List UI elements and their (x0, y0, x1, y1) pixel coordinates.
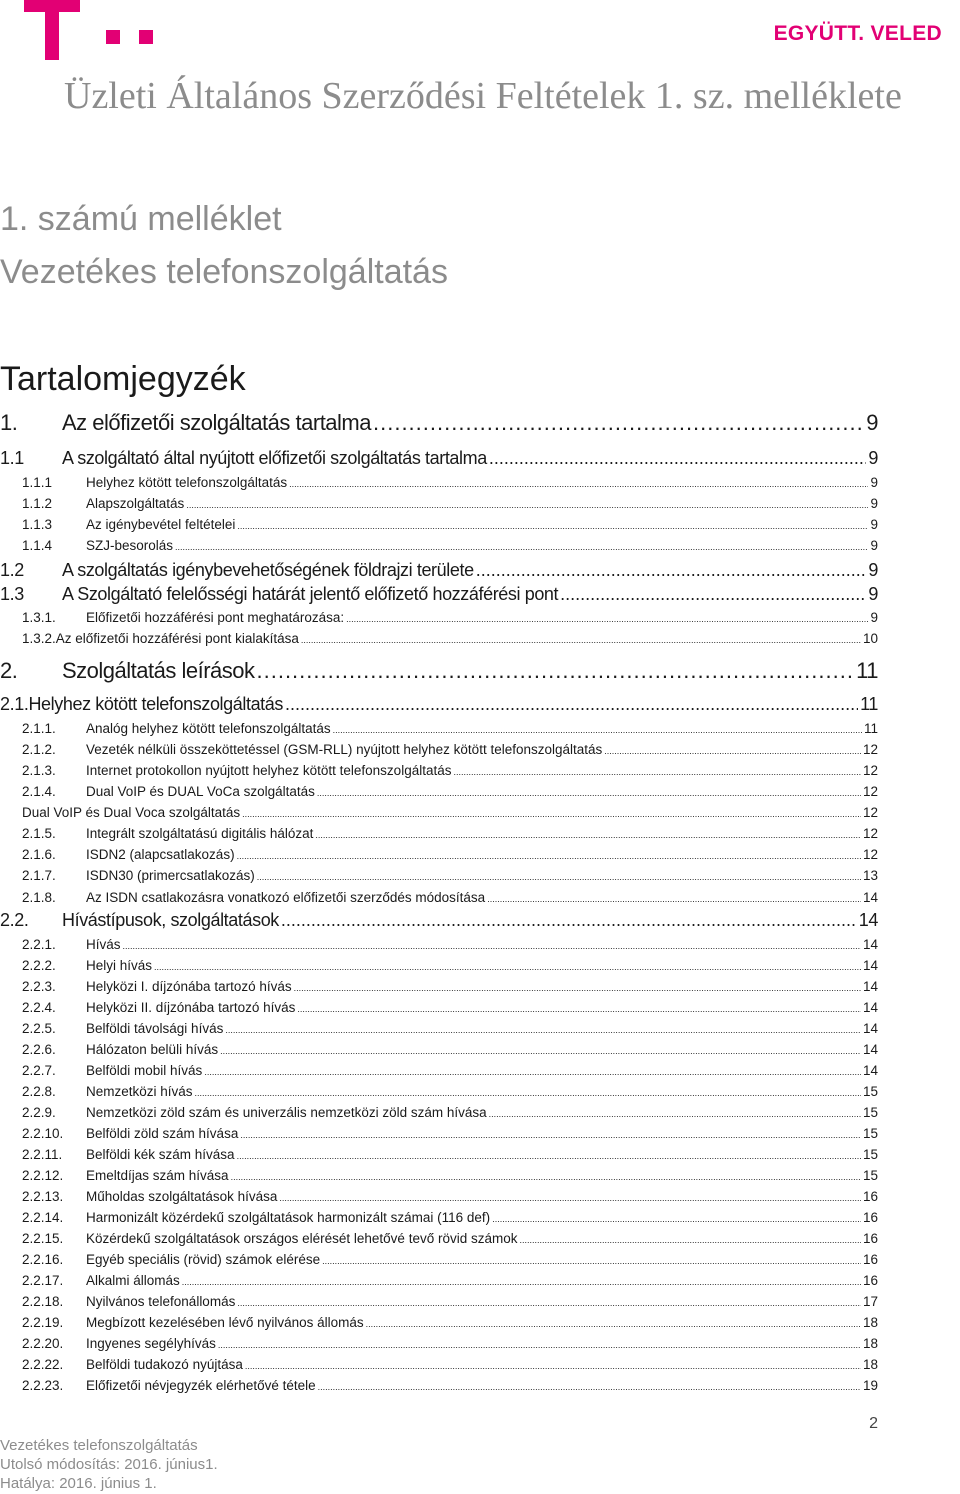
toc-entry-number: 1.2 (0, 560, 24, 580)
toc-entry-page: 9 (870, 517, 878, 532)
toc-entry-number: 1.3.2. (22, 631, 56, 646)
toc-entry-number: 2.1.4. (22, 784, 56, 799)
toc-entry-page: 9 (870, 610, 878, 625)
toc-entry-page: 14 (862, 958, 878, 973)
toc-entry-number: 2.2.20. (22, 1336, 64, 1351)
toc-entry-number: 2.1.8. (22, 890, 56, 905)
toc-entry[interactable] (0, 448, 878, 469)
toc-entry-title: A szolgáltató által nyújtott előfizetői szolgáltatás tartalma (62, 448, 487, 468)
toc-entry-title: Nemzetközi zöld szám és univerzális nemzetközi zöld szám hívása (86, 1105, 487, 1120)
toc-leader-dots (297, 1004, 861, 1014)
toc-entry-page: 14 (862, 979, 878, 994)
toc-entry[interactable] (22, 1147, 878, 1162)
toc-entry-page: 9 (868, 448, 878, 468)
toc-entry-title: Dual VoIP és DUAL VoCa szolgáltatás (86, 784, 315, 799)
toc-entry[interactable] (22, 1378, 878, 1393)
toc-entry-title: Internet protokollon nyújtott helyhez kötött telefonszolgáltatás (86, 763, 452, 778)
toc-leader-dots (237, 1298, 861, 1308)
toc-leader-dots (237, 1151, 861, 1161)
toc-entry-title: Megbízott kezelésében lévő nyilvános állomás (86, 1315, 364, 1330)
toc-entry[interactable] (22, 1273, 878, 1288)
toc-leader-dots (237, 851, 861, 861)
toc-entry[interactable] (22, 979, 878, 994)
toc-entry-page: 18 (862, 1336, 878, 1351)
toc-leader-dots (257, 872, 861, 882)
toc-entry[interactable] (22, 742, 878, 757)
toc-entry-number: 2.2.19. (22, 1315, 64, 1330)
toc-entry[interactable] (22, 1252, 878, 1267)
toc-entry[interactable] (22, 1210, 878, 1225)
toc-entry-number: 2. (0, 658, 18, 683)
toc-entry-page: 10 (862, 631, 878, 646)
toc-entry-number: 2.2.6. (22, 1042, 56, 1057)
toc-leader-dots (123, 941, 861, 951)
toc-entry-number: 2.1.7. (22, 868, 56, 883)
toc-entry-number: 2.2.2. (22, 958, 56, 973)
toc-entry[interactable] (22, 517, 878, 532)
toc-entry-page: 14 (862, 1000, 878, 1015)
toc-leader-dots (175, 542, 868, 552)
toc-entry-title: Helyközi I. díjzónába tartozó hívás (86, 979, 292, 994)
toc-entry-title: Belföldi távolsági hívás (86, 1021, 224, 1036)
toc-entry[interactable] (22, 1084, 878, 1099)
toc-entry-page: 16 (862, 1210, 878, 1225)
toc-entry-page: 14 (862, 937, 878, 952)
toc-entry-title: A szolgáltatás igénybevehetőségének földrajzi területe (62, 560, 474, 580)
toc-entry-number: 2.2.13. (22, 1189, 64, 1204)
toc-entry-page: 15 (862, 1168, 878, 1183)
toc-entry[interactable] (22, 1126, 878, 1141)
toc-entry-number: 2.1.1. (22, 721, 56, 736)
toc-entry-title: Alkalmi állomás (86, 1273, 180, 1288)
toc-entry-title: ISDN2 (alapcsatlakozás) (86, 847, 235, 862)
toc-leader-dots (604, 746, 861, 756)
toc-leader-dots (218, 1340, 861, 1350)
toc-entry-number: 1. (0, 410, 18, 435)
toc-leader-dots (186, 500, 868, 510)
toc-entry[interactable] (22, 805, 878, 820)
toc-entry-number: 1.3.1. (22, 610, 56, 625)
toc-entry-page: 15 (862, 1105, 878, 1120)
toc-leader-dots (220, 1046, 861, 1056)
toc-entry-page: 12 (862, 826, 878, 841)
toc-entry[interactable] (22, 868, 878, 883)
toc-entry-page: 9 (870, 496, 878, 511)
toc-entry[interactable] (22, 496, 878, 511)
toc-entry-page: 9 (868, 560, 878, 580)
toc-leader-dots (489, 1109, 861, 1119)
toc-entry-number: 1.1.3 (22, 517, 53, 532)
toc-entry-number: 2.1.5. (22, 826, 56, 841)
toc-entry[interactable] (22, 1189, 878, 1204)
toc-entry[interactable] (22, 937, 878, 952)
toc-leader-dots (294, 983, 861, 993)
toc-entry-title: Az ISDN csatlakozásra vonatkozó előfizetői szerződés módosítása (86, 890, 486, 905)
toc-entry[interactable] (0, 694, 878, 715)
toc-leader-dots (489, 448, 867, 469)
toc-entry[interactable] (22, 610, 878, 625)
toc-entry[interactable] (22, 1315, 878, 1330)
toc-leader-dots (315, 830, 861, 840)
toc-leader-dots (245, 1361, 861, 1371)
toc-entry-page: 11 (860, 694, 878, 714)
toc-entry-number: 2.2.15. (22, 1231, 64, 1246)
toc-entry-page: 17 (862, 1294, 878, 1309)
toc-entry-number: 2.2.14. (22, 1210, 64, 1225)
toc-entry[interactable] (22, 1357, 878, 1372)
toc-entry-number: 2.2.16. (22, 1252, 64, 1267)
page-footer (0, 1436, 218, 1493)
toc-entry[interactable] (0, 560, 878, 581)
toc-leader-dots (225, 1025, 861, 1035)
toc-entry[interactable] (0, 910, 878, 931)
toc-entry-number: 1.1.1 (22, 475, 53, 490)
toc-entry-number: 2.2.17. (22, 1273, 64, 1288)
toc-leader-dots (346, 614, 868, 624)
toc-entry[interactable] (22, 890, 878, 905)
toc-entry-page: 9 (870, 475, 878, 490)
toc-leader-dots (289, 479, 868, 489)
toc-leader-dots (366, 1319, 861, 1329)
toc-entry-page: 13 (862, 868, 878, 883)
annex-number: 1. számú melléklet (0, 200, 282, 238)
toc-entry-title: Ingyenes segélyhívás (86, 1336, 216, 1351)
logo-dot (139, 30, 153, 44)
toc-leader-dots (453, 767, 860, 777)
toc-leader-dots (487, 894, 861, 904)
toc-entry-title: Analóg helyhez kötött telefonszolgáltatás (86, 721, 331, 736)
toc-entry-title: Belföldi zöld szám hívása (86, 1126, 239, 1141)
toc-entry-page: 15 (862, 1084, 878, 1099)
toc-leader-dots (519, 1235, 860, 1245)
toc-entry-number: 2.2.18. (22, 1294, 64, 1309)
document-title: Üzleti Általános Szerződési Feltételek 1. sz. melléklete (64, 75, 902, 117)
toc-entry-number: 2.2.10. (22, 1126, 64, 1141)
toc-entry-page: 15 (862, 1147, 878, 1162)
toc-entry-page: 14 (862, 1021, 878, 1036)
toc-entry[interactable] (22, 721, 878, 736)
toc-entry[interactable] (0, 658, 878, 684)
toc-entry-title: Nemzetközi hívás (86, 1084, 193, 1099)
toc-entry-number: 2.1.2. (22, 742, 56, 757)
toc-entry-number: 1.1.2 (22, 496, 53, 511)
toc-entry-title: Az igénybevétel feltételei (86, 517, 236, 532)
toc-entry[interactable] (22, 1000, 878, 1015)
annex-name: Vezetékes telefonszolgáltatás (0, 253, 448, 291)
toc-entry-title: Helyhez kötött telefonszolgáltatás (86, 475, 288, 490)
toc-entry[interactable] (22, 1105, 878, 1120)
toc-entry-title: Vezeték nélküli összeköttetéssel (GSM-RLL) nyújtott helyhez kötött telefonszolgáltatás (86, 742, 603, 757)
toc-entry-page: 14 (862, 1063, 878, 1078)
toc-entry[interactable] (22, 847, 878, 862)
toc-entry[interactable] (22, 631, 878, 646)
toc-entry-title: Belföldi tudakozó nyújtása (86, 1357, 243, 1372)
toc-leader-dots (317, 788, 861, 798)
toc-entry-title: Műholdas szolgáltatások hívása (86, 1189, 278, 1204)
page-number: 2 (869, 1415, 878, 1432)
toc-leader-dots (318, 1382, 861, 1392)
toc-leader-dots (301, 635, 861, 645)
toc-entry-number: 1.3 (0, 584, 24, 604)
toc-entry-page: 18 (862, 1315, 878, 1330)
toc-entry[interactable] (22, 538, 878, 553)
toc-entry-title: Helyi hívás (86, 958, 153, 973)
toc-entry[interactable] (22, 1063, 878, 1078)
toc-entry[interactable] (22, 826, 878, 841)
toc-entry-page: 16 (862, 1273, 878, 1288)
toc-leader-dots (476, 560, 867, 581)
toc-entry-title: Dual VoIP és Dual Voca szolgáltatás (22, 805, 241, 820)
toc-leader-dots (281, 910, 857, 931)
toc-leader-dots (322, 1256, 861, 1266)
toc-entry-title: Az előfizetői szolgáltatás tartalma (62, 410, 371, 435)
toc-entry-title: Integrált szolgáltatású digitális hálózat (86, 826, 314, 841)
toc-entry-title: SZJ-besorolás (86, 538, 174, 553)
toc-entry-number: 2.1. (0, 694, 29, 714)
toc-entry[interactable] (22, 763, 878, 778)
toc-entry-number: 2.1.3. (22, 763, 56, 778)
toc-entry-number: 2.2.11. (22, 1147, 63, 1162)
toc-leader-dots (154, 962, 861, 972)
toc-entry-page: 16 (862, 1252, 878, 1267)
toc-leader-dots (231, 1172, 861, 1182)
toc-leader-dots (257, 658, 855, 684)
toc-entry-page: 16 (862, 1189, 878, 1204)
logo-t-stem (45, 0, 59, 60)
toc-leader-dots (195, 1088, 861, 1098)
toc-entry-number: 2.2.1. (22, 937, 56, 952)
footer-effective-date: Hatálya: 2016. június 1. (0, 1475, 157, 1492)
toc-entry-number: 2.2. (0, 910, 29, 930)
toc-leader-dots (333, 725, 862, 735)
toc-entry[interactable] (22, 958, 878, 973)
toc-entry-page: 15 (862, 1126, 878, 1141)
toc-entry[interactable] (0, 410, 878, 436)
logo-dot (106, 30, 120, 44)
toc-entry-title: Nyilvános telefonállomás (86, 1294, 236, 1309)
toc-entry-title: Emeltdíjas szám hívása (86, 1168, 229, 1183)
toc-entry-page: 12 (862, 847, 878, 862)
toc-entry-page: 14 (862, 1042, 878, 1057)
toc-entry[interactable] (0, 584, 878, 605)
toc-entry-page: 9 (866, 410, 878, 435)
toc-entry-title: Hálózaton belüli hívás (86, 1042, 219, 1057)
toc-entry-page: 14 (858, 910, 878, 930)
toc-entry-page: 9 (870, 538, 878, 553)
toc-entry-page: 12 (862, 742, 878, 757)
toc-entry-page: 12 (862, 805, 878, 820)
toc-entry-page: 12 (862, 784, 878, 799)
toc-entry-page: 18 (862, 1357, 878, 1372)
toc-entry[interactable] (22, 1294, 878, 1309)
toc-entry[interactable] (22, 1336, 878, 1351)
toc-leader-dots (182, 1277, 861, 1287)
toc-entry-page: 11 (856, 658, 878, 683)
toc-entry-page: 11 (863, 721, 878, 736)
toc-entry-number: 2.2.12. (22, 1168, 64, 1183)
toc-leader-dots (279, 1193, 861, 1203)
toc-entry-title: A Szolgáltató felelősségi határát jelentő előfizető hozzáférési pont (62, 584, 559, 604)
toc-leader-dots (373, 410, 864, 436)
toc-entry-title: Helyközi II. díjzónába tartozó hívás (86, 1000, 296, 1015)
toc-entry-title: Hívástípusok, szolgáltatások (62, 910, 279, 930)
toc-entry-page: 12 (862, 763, 878, 778)
toc-entry-title: Előfizetői névjegyzék elérhetővé tétele (86, 1378, 316, 1393)
toc-entry[interactable] (22, 784, 878, 799)
toc-entry-title: Hívás (86, 937, 121, 952)
toc-entry-number: 2.2.4. (22, 1000, 56, 1015)
toc-entry[interactable] (22, 475, 878, 490)
toc-entry-title: Közérdekű szolgáltatások országos elérését lehetővé tevő rövid számok (86, 1231, 518, 1246)
toc-entry-number: 2.2.3. (22, 979, 56, 994)
toc-entry-number: 1.1.4 (22, 538, 53, 553)
toc-entry-number: 2.2.9. (22, 1105, 56, 1120)
toc-entry[interactable] (22, 1042, 878, 1057)
toc-leader-dots (492, 1214, 861, 1224)
toc-entry-number: 2.2.8. (22, 1084, 56, 1099)
toc-entry-title: Előfizetői hozzáférési pont meghatározása: (86, 610, 345, 625)
toc-entry-title: Helyhez kötött telefonszolgáltatás (28, 694, 283, 714)
toc-entry-number: 2.2.23. (22, 1378, 64, 1393)
toc-entry-page: 16 (862, 1231, 878, 1246)
toc-leader-dots (242, 809, 861, 819)
toc-leader-dots (204, 1067, 861, 1077)
toc-leader-dots (237, 521, 868, 531)
toc-entry-title: Harmonizált közérdekű szolgáltatások harmonizált számai (116 def) (86, 1210, 491, 1225)
toc-leader-dots (240, 1130, 861, 1140)
telekom-logo (24, 0, 164, 64)
toc-entry[interactable] (22, 1231, 878, 1246)
footer-service-name: Vezetékes telefonszolgáltatás (0, 1437, 198, 1454)
toc-entry-page: 19 (862, 1378, 878, 1393)
toc-entry-page: 14 (862, 890, 878, 905)
toc-entry-title: Alapszolgáltatás (86, 496, 185, 511)
toc-leader-dots (285, 694, 858, 715)
toc-entry-title: Az előfizetői hozzáférési pont kialakítása (55, 631, 299, 646)
toc-heading: Tartalomjegyzék (0, 360, 246, 398)
footer-last-modified: Utolsó módosítás: 2016. június1. (0, 1456, 218, 1473)
toc-entry-title: Szolgáltatás leírások (62, 658, 255, 683)
toc-entry-number: 2.2.22. (22, 1357, 64, 1372)
toc-entry-title: Belföldi mobil hívás (86, 1063, 203, 1078)
brand-slogan: EGYÜTT. VELED (773, 22, 942, 45)
toc-entry-title: Egyéb speciális (rövid) számok elérése (86, 1252, 321, 1267)
toc-entry-number: 2.1.6. (22, 847, 56, 862)
toc-entry[interactable] (22, 1168, 878, 1183)
toc-entry-number: 2.2.7. (22, 1063, 56, 1078)
toc-entry[interactable] (22, 1021, 878, 1036)
toc-entry-number: 1.1 (0, 448, 24, 468)
toc-entry-title: Belföldi kék szám hívása (86, 1147, 235, 1162)
toc-entry-title: ISDN30 (primercsatlakozás) (86, 868, 255, 883)
toc-leader-dots (560, 584, 866, 605)
toc-entry-page: 9 (868, 584, 878, 604)
toc-entry-number: 2.2.5. (22, 1021, 56, 1036)
